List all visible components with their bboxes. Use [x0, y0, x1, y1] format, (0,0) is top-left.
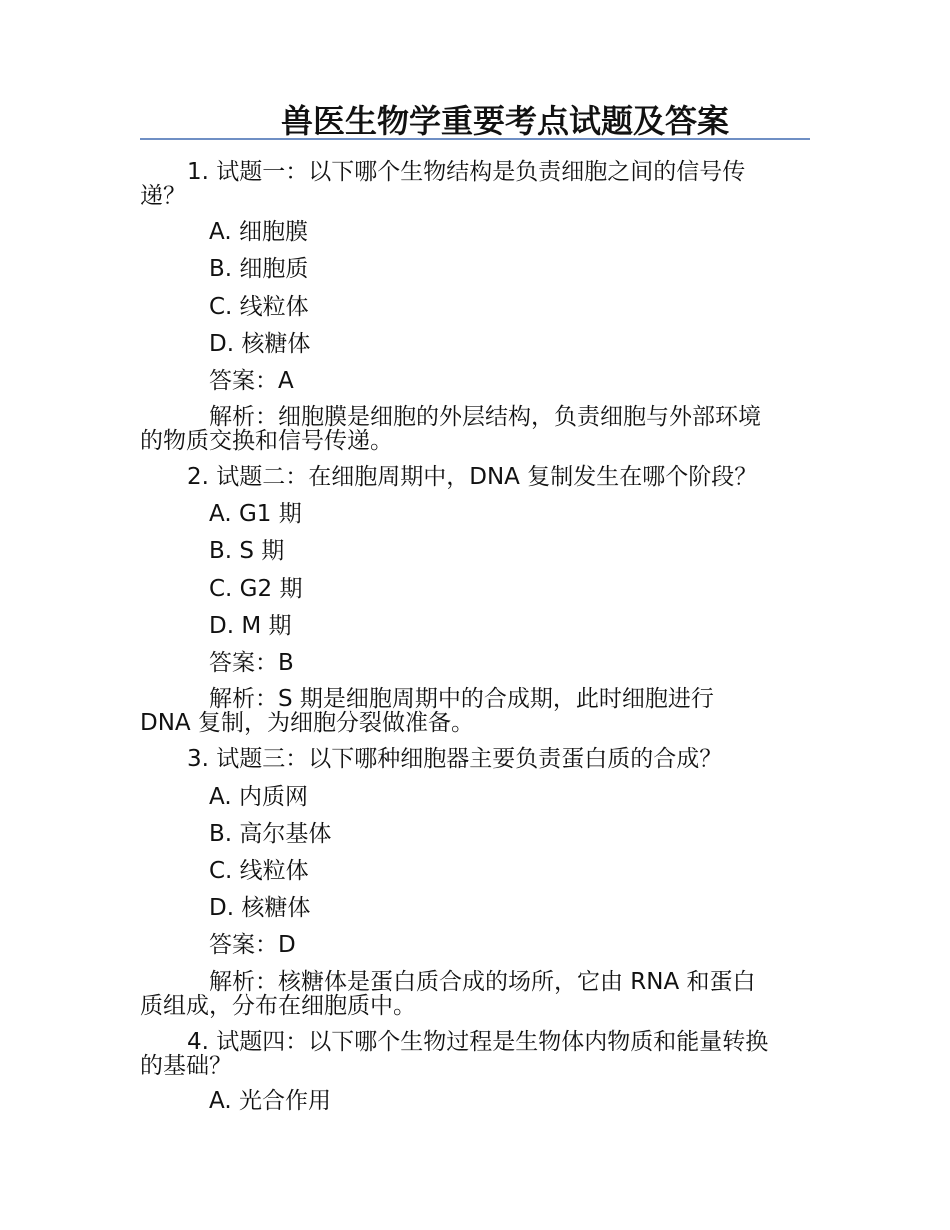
question-2-explanation	[140, 687, 714, 735]
question-3-option-b: B. 高尔基体	[209, 821, 332, 847]
question-3-option-a: A. 内质网	[209, 784, 308, 810]
question-3-text	[140, 747, 722, 771]
question-1-option-c: C. 线粒体	[209, 294, 309, 320]
question-3-explanation-line-2: 质组成，分布在细胞质中。	[140, 993, 416, 1019]
question-1-explanation-line-2: 的物质交换和信号传递。	[140, 428, 393, 454]
question-4-line-1: 4. 试题四：以下哪个生物过程是生物体内物质和能量转换	[187, 1029, 769, 1055]
question-1-answer: 答案：A	[209, 368, 294, 394]
question-1-text	[140, 160, 745, 208]
question-2-text	[140, 465, 757, 489]
question-2-answer: 答案：B	[209, 650, 294, 676]
question-4-option-a: A. 光合作用	[209, 1088, 331, 1114]
question-1-explanation	[140, 405, 761, 453]
question-3-line-1: 3. 试题三：以下哪种细胞器主要负责蛋白质的合成？	[187, 746, 723, 772]
question-2-option-a: A. G1 期	[209, 501, 302, 527]
question-2-explanation-line-1: 解析：S 期是细胞周期中的合成期，此时细胞进行	[209, 686, 714, 712]
question-1-option-d: D. 核糖体	[209, 331, 311, 357]
page-title: 兽医生物学重要考点试题及答案	[140, 102, 810, 140]
question-4-line-2: 的基础？	[140, 1053, 232, 1079]
question-2-line-1: 2. 试题二：在细胞周期中，DNA 复制发生在哪个阶段？	[187, 464, 758, 490]
question-3-explanation	[140, 970, 756, 1018]
question-3-option-d: D. 核糖体	[209, 895, 311, 921]
question-1-option-b: B. 细胞质	[209, 256, 309, 282]
question-2-option-d: D. M 期	[209, 613, 292, 639]
question-2-option-b: B. S 期	[209, 538, 285, 564]
question-1-explanation-line-1: 解析：细胞膜是细胞的外层结构，负责细胞与外部环境	[209, 404, 761, 430]
question-3-option-c: C. 线粒体	[209, 858, 309, 884]
question-4-text	[140, 1030, 768, 1078]
question-1-line-2: 递？	[140, 183, 186, 209]
question-1-line-1: 1. 试题一：以下哪个生物结构是负责细胞之间的信号传	[187, 159, 746, 185]
question-3-explanation-line-1: 解析：核糖体是蛋白质合成的场所，它由 RNA 和蛋白	[209, 969, 756, 995]
question-3-answer: 答案：D	[209, 932, 296, 958]
question-2-explanation-line-2: DNA 复制，为细胞分裂做准备。	[140, 710, 474, 736]
question-2-option-c: C. G2 期	[209, 576, 303, 602]
question-1-option-a: A. 细胞膜	[209, 219, 308, 245]
